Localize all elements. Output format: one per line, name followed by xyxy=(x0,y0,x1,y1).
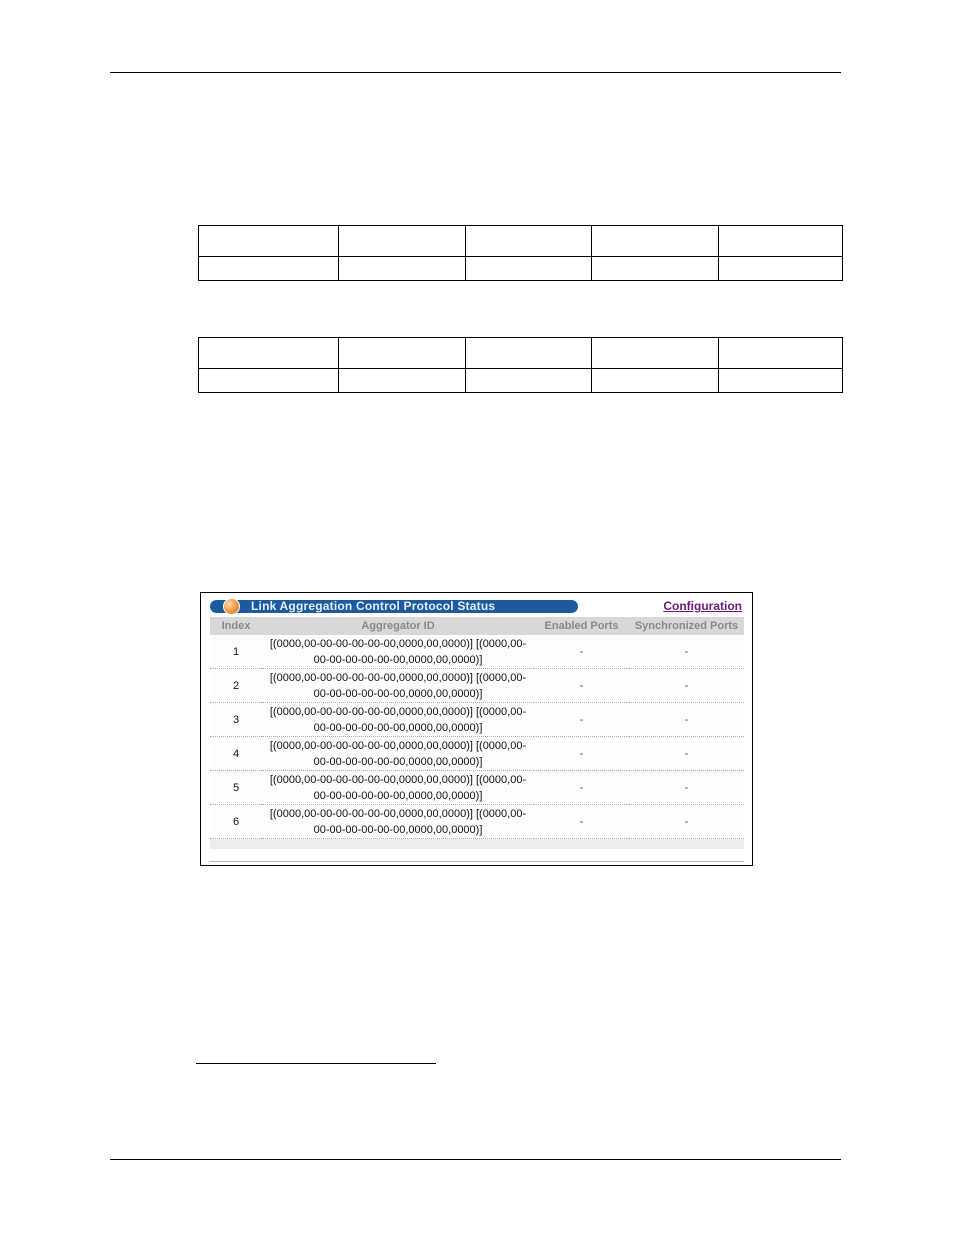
table-row xyxy=(210,635,744,669)
enabled-ports-cell: - xyxy=(534,669,629,703)
aggregator-id-line-1: [(0000,00-00-00-00-00-00,0000,00,0000)] [(0000,00- xyxy=(269,671,527,684)
column-header-aggregator-id: Aggregator ID xyxy=(262,617,534,635)
table-cell xyxy=(592,369,719,393)
aggregator-id-cell xyxy=(262,635,534,669)
lacp-status-screenshot xyxy=(200,592,753,866)
table-cell xyxy=(199,257,339,281)
aggregator-id-cell xyxy=(262,669,534,703)
panel-title: Link Aggregation Control Protocol Status xyxy=(251,599,496,613)
synchronized-ports-cell: - xyxy=(629,737,744,771)
orb-icon xyxy=(223,598,240,615)
enabled-ports-cell: - xyxy=(534,737,629,771)
blank-table-2 xyxy=(198,337,843,393)
panel-bottom-rule xyxy=(210,861,744,862)
synchronized-ports-cell: - xyxy=(629,771,744,805)
table-cell xyxy=(592,338,719,369)
table-cell xyxy=(592,226,719,257)
aggregator-id-line-2: 00-00-00-00-00-00,0000,00,0000)] xyxy=(313,721,483,734)
table-cell xyxy=(199,226,339,257)
aggregator-id-line-2: 00-00-00-00-00-00,0000,00,0000)] xyxy=(313,687,483,700)
synchronized-ports-cell: - xyxy=(629,805,744,839)
aggregator-id-cell xyxy=(262,737,534,771)
table-cell xyxy=(339,257,466,281)
table-cell xyxy=(592,257,719,281)
aggregator-id-line-2: 00-00-00-00-00-00,0000,00,0000)] xyxy=(313,823,483,836)
index-cell: 6 xyxy=(210,805,262,839)
table-cell xyxy=(466,257,592,281)
aggregator-id-line-1: [(0000,00-00-00-00-00-00,0000,00,0000)] [(0000,00- xyxy=(269,807,527,820)
column-header-enabled-ports: Enabled Ports xyxy=(534,617,629,635)
aggregator-id-cell xyxy=(262,805,534,839)
footnote-rule xyxy=(196,1063,436,1064)
table-cell xyxy=(719,257,843,281)
column-header-synchronized-ports: Synchronized Ports xyxy=(629,617,744,635)
enabled-ports-cell: - xyxy=(534,771,629,805)
aggregator-id-line-1: [(0000,00-00-00-00-00-00,0000,00,0000)] [(0000,00- xyxy=(269,773,527,786)
aggregator-id-cell xyxy=(262,703,534,737)
synchronized-ports-cell: - xyxy=(629,703,744,737)
table-cell xyxy=(466,226,592,257)
index-cell: 5 xyxy=(210,771,262,805)
aggregator-id-line-1: [(0000,00-00-00-00-00-00,0000,00,0000)] [(0000,00- xyxy=(269,705,527,718)
header-rule xyxy=(110,72,841,73)
enabled-ports-cell: - xyxy=(534,805,629,839)
title-bar xyxy=(210,600,578,613)
table-row xyxy=(210,669,744,703)
table-cell xyxy=(719,369,843,393)
table-row xyxy=(210,703,744,737)
enabled-ports-cell: - xyxy=(534,703,629,737)
table-cell xyxy=(466,338,592,369)
table-cell xyxy=(719,226,843,257)
lacp-status-table xyxy=(210,617,744,849)
footer-rule xyxy=(110,1159,841,1160)
index-cell: 2 xyxy=(210,669,262,703)
table-footer-cell xyxy=(210,839,744,850)
table-cell xyxy=(339,226,466,257)
aggregator-id-line-2: 00-00-00-00-00-00,0000,00,0000)] xyxy=(313,755,483,768)
table-cell xyxy=(719,338,843,369)
aggregator-id-line-1: [(0000,00-00-00-00-00-00,0000,00,0000)] [(0000,00- xyxy=(269,739,527,752)
table-cell xyxy=(339,369,466,393)
index-cell: 4 xyxy=(210,737,262,771)
blank-table-1 xyxy=(198,225,843,281)
table-header-row xyxy=(210,617,744,635)
synchronized-ports-cell: - xyxy=(629,669,744,703)
aggregator-id-line-1: [(0000,00-00-00-00-00-00,0000,00,0000)] [(0000,00- xyxy=(269,637,527,650)
table-row xyxy=(210,737,744,771)
table-row xyxy=(210,805,744,839)
aggregator-id-cell xyxy=(262,771,534,805)
configuration-link[interactable]: Configuration xyxy=(663,599,742,613)
table-row xyxy=(210,771,744,805)
index-cell: 3 xyxy=(210,703,262,737)
synchronized-ports-cell: - xyxy=(629,635,744,669)
table-cell xyxy=(199,369,339,393)
index-cell: 1 xyxy=(210,635,262,669)
table-footer-row xyxy=(210,839,744,850)
table-cell xyxy=(199,338,339,369)
enabled-ports-cell: - xyxy=(534,635,629,669)
table-cell xyxy=(466,369,592,393)
aggregator-id-line-2: 00-00-00-00-00-00,0000,00,0000)] xyxy=(313,789,483,802)
table-cell xyxy=(339,338,466,369)
aggregator-id-line-2: 00-00-00-00-00-00,0000,00,0000)] xyxy=(313,653,483,666)
column-header-index: Index xyxy=(210,617,262,635)
